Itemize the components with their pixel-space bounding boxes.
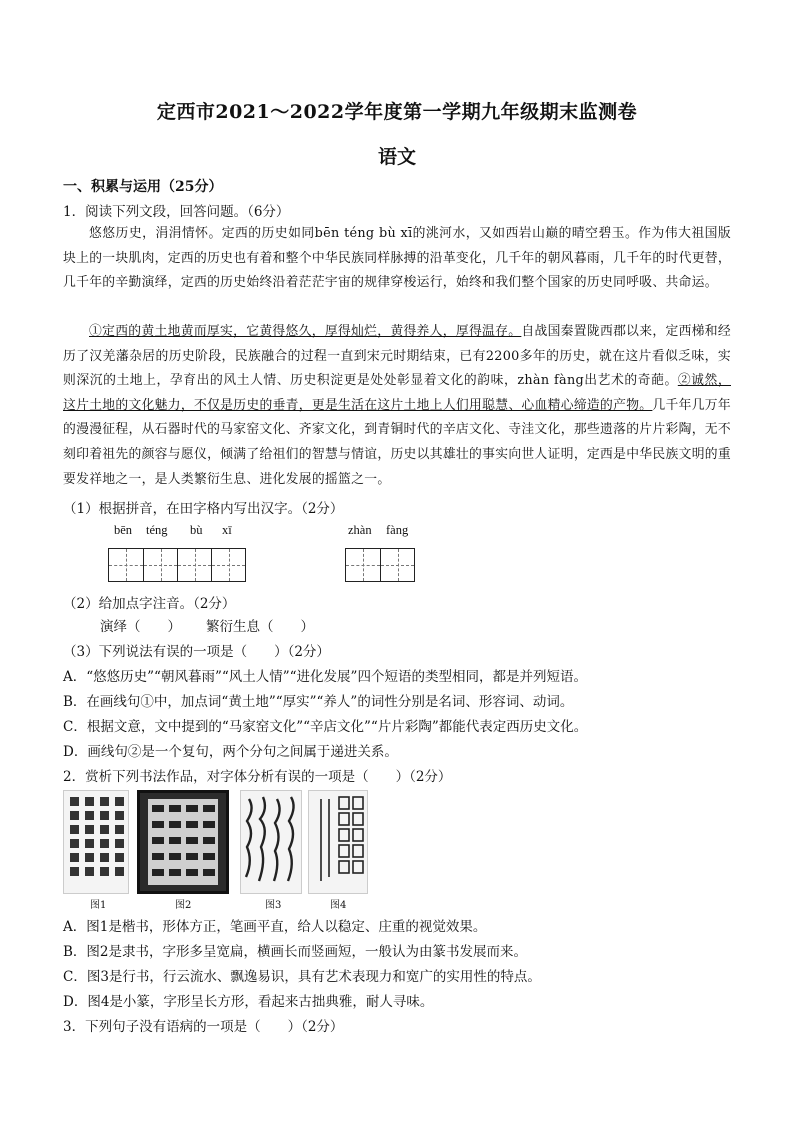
figure-caption-3: 图3: [265, 900, 282, 911]
passage-paragraph-2: [63, 320, 731, 492]
figure-caption-2: 图2: [175, 900, 192, 911]
underlined-sentence-2: ②诚然，这片土地的文化魅力，不仅是历史的垂青，更是生活在这片土地上人们用聪慧、心血精心缔造的产物。: [63, 373, 731, 413]
passage-paragraph-1: 悠悠历史，涓涓情怀。定西的历史如同bēn téng bù xī的洮河水，又如西岩山巅的晴空碧玉。作为伟大祖国版块上的一块肌肉，定西的历史也有着和整个中华民族同样脉搏的沿革变化，几千年的朝风暮雨，几千年的时代更替，几千年的辛勤演绎，定西的历史始终沿着茫茫宇宙的规律穿梭运行，始终和我们整个国家的历史同呼吸、共命运。: [63, 226, 731, 291]
grid-cell[interactable]: [177, 549, 211, 581]
grid-cell[interactable]: [211, 549, 245, 581]
option-c: C．根据文意，文中提到的“马家窑文化”“辛店文化”“片片彩陶”都能代表定西历史文化。: [63, 719, 588, 735]
page-title: 定西市2021～2022学年度第一学期九年级期末监测卷: [156, 101, 638, 123]
subquestion-2: （2）给加点字注音。（2分）: [63, 596, 236, 612]
subquestion-3: （3）下列说法有误的一项是（ ）（2分）: [63, 644, 330, 660]
calligraphy-figure-2: [137, 790, 229, 894]
subject-title: 语文: [377, 146, 416, 168]
question-3-stem: 3．下列句子没有语病的一项是（ ）（2分）: [63, 1019, 344, 1035]
grid-cell[interactable]: [143, 549, 177, 581]
option-a: A．“悠悠历史”“朝风暮雨”“风土人情”“进化发展”四个短语的类型相同，都是并列短语。: [63, 669, 587, 685]
grid-cell[interactable]: [346, 549, 380, 581]
answer-grid-1[interactable]: [108, 548, 246, 582]
section-heading: 一、积累与运用（25分）: [63, 179, 223, 195]
figure-caption-1: 图1: [90, 900, 107, 911]
grid-cell[interactable]: [380, 549, 414, 581]
subquestion-1: （1）根据拼音，在田字格内写出汉字。（2分）: [63, 501, 344, 517]
underlined-sentence-1: ①定西的黄土地黄而厚实，它黄得悠久，厚得灿烂，黄得养人，厚得温存。: [89, 324, 522, 339]
option-b: B．在画线句①中，加点词“黄土地”“厚实”“养人”的词性分别是名词、形容词、动词。: [63, 694, 574, 710]
pinyin-note-b: 繁衍生息（ ）: [206, 619, 314, 635]
calligraphy-figure-3: [240, 790, 302, 894]
pinyin-label: fàng: [386, 523, 409, 537]
option-d: D．图4是小篆，字形呈长方形，看起来古拙典雅，耐人寻味。: [63, 994, 434, 1010]
pinyin-label: bēn: [114, 523, 133, 537]
calligraphy-image: [241, 791, 302, 894]
option-c: C．图3是行书，行云流水、飘逸易识，具有艺术表现力和宽广的实用性的特点。: [63, 969, 541, 985]
figure-caption-4: 图4: [330, 900, 347, 911]
pinyin-label: bù: [190, 523, 203, 537]
calligraphy-image: [309, 791, 368, 894]
passage-text: 自战国秦置陇西郡以来，定西梯和经历了汉羌藩杂居的历史阶段，民族融合的过程一直到宋元时期结束，已有2200多年的历史，就在这片看似乏味，实则深沉的土地上，孕育出的风土人情、历史积淀更是处处彰显着文化的韵味，zhàn fàng出艺术的奇葩。: [63, 324, 731, 389]
pinyin-note-a: 演绎（ ）: [100, 619, 181, 635]
question-2-stem: 2．赏析下列书法作品，对字体分析有误的一项是（ ）（2分）: [63, 769, 452, 785]
calligraphy-image: [148, 799, 218, 885]
option-a: A．图1是楷书，形体方正，笔画平直，给人以稳定、庄重的视觉效果。: [63, 919, 487, 935]
calligraphy-figure-1: [63, 790, 129, 894]
passage-text: 几千年几万年的漫漫征程，从石器时代的马家窑文化、齐家文化，到青铜时代的辛店文化、寺洼文化，那些遗落的片片彩陶，无不刻印着祖先的颜容与愿仪，倾满了给祖们的智慧与情谊，历史以其雄壮的事实向世人证明，定西是中华民族文明的重要发祥地之一，是人类繁衍生息、进化发展的摇篮之一。: [63, 397, 731, 487]
option-b: B．图2是隶书，字形多呈宽扁，横画长而竖画短，一般认为由篆书发展而来。: [63, 944, 528, 960]
calligraphy-figure-4: [308, 790, 368, 894]
pinyin-label: zhàn: [348, 523, 372, 537]
answer-grid-2[interactable]: [345, 548, 415, 582]
option-d: D．画线句②是一个复句，两个分句之间属于递进关系。: [63, 744, 398, 760]
question-1-stem: 1．阅读下列文段，回答问题。（6分）: [63, 204, 290, 220]
calligraphy-image: [64, 791, 129, 894]
pinyin-label: xī: [222, 523, 232, 537]
pinyin-label: téng: [146, 523, 168, 537]
grid-cell[interactable]: [109, 549, 143, 581]
